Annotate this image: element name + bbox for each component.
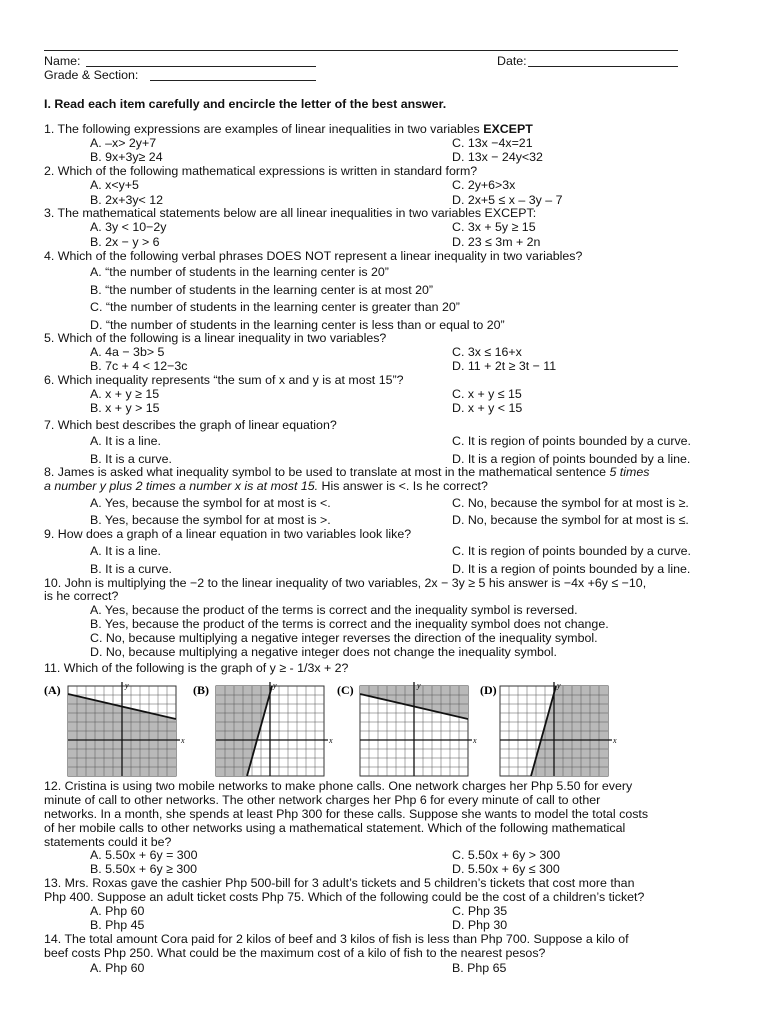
- q2-choice-a: A. x<y+5: [90, 178, 139, 192]
- q10-choice-a: A. Yes, because the product of the terms is correct and the inequality symbol is reversed.: [90, 603, 578, 617]
- grade-section-line: [150, 80, 316, 81]
- question-12-line-5: statements could it be?: [44, 835, 172, 849]
- question-12-line-2: minute of call to other networks. The other network charges her Php 6 for every minute of call to other: [44, 793, 601, 807]
- q1-choice-b: B. 9x+3y≥ 24: [90, 150, 163, 164]
- question-12-line-3: networks. In a month, she spends at least Php 300 for these calls. Suppose she wants to model the total costs: [44, 807, 649, 821]
- q13-choice-d: D. Php 30: [452, 918, 508, 932]
- q14-choice-b: B. Php 65: [452, 961, 507, 975]
- q2-choice-c: C. 2y+6>3x: [452, 178, 516, 192]
- question-12-line-4: of her mobile calls to other networks using a mathematical statement. Which of the following mathematical: [44, 821, 626, 835]
- q5-choice-d: D. 11 + 2t ≥ 3t − 11: [452, 359, 557, 373]
- q6-choice-a: A. x + y ≥ 15: [90, 387, 160, 401]
- q13-choice-c: C. Php 35: [452, 904, 508, 918]
- question-7-stem: 7. Which best describes the graph of linear equation?: [44, 418, 337, 432]
- q2-choice-b: B. 2x+3y< 12: [90, 193, 164, 207]
- grade-section-label: Grade & Section:: [44, 68, 139, 82]
- q6-choice-d: D. x + y < 15: [452, 401, 523, 415]
- question-8-line-2: [44, 479, 488, 493]
- q9-choice-b: B. It is a curve.: [90, 562, 172, 576]
- x-axis-label: x: [613, 736, 617, 745]
- question-9-stem: 9. How does a graph of a linear equation in two variables look like?: [44, 527, 412, 541]
- question-8-stem-1-italic: 5 times: [609, 465, 650, 479]
- q14-choice-a: A. Php 60: [90, 961, 145, 975]
- question-8-stem-2-italic: a number y plus 2 times a number x is at most 15.: [44, 479, 319, 493]
- question-13-line-1: 13. Mrs. Roxas gave the cashier Php 500-bill for 3 adult’s tickets and 5 children’s tickets that cost more than: [44, 876, 635, 890]
- date-label: Date:: [497, 54, 527, 68]
- name-line: [86, 66, 316, 67]
- q1-choice-a: A. –x> 2y+7: [90, 136, 157, 150]
- q13-choice-a: A. Php 60: [90, 904, 145, 918]
- q5-choice-c: C. 3x ≤ 16+x: [452, 345, 522, 359]
- graph-d: [500, 681, 617, 776]
- question-8-stem-1: 8. James is asked what inequality symbol to be used to translate at most in the mathematical sentence: [44, 465, 607, 479]
- question-8-line-1: [44, 465, 649, 479]
- q12-choice-b: B. 5.50x + 6y ≥ 300: [90, 862, 198, 876]
- q7-choice-d: D. It is a region of points bounded by a line.: [452, 452, 691, 466]
- question-1: [44, 122, 533, 136]
- q3-choice-c: C. 3x + 5y ≥ 15: [452, 220, 536, 234]
- y-axis-label: y: [273, 681, 277, 690]
- q10-choice-b: B. Yes, because the product of the terms is correct and the inequality symbol does not change.: [90, 617, 609, 631]
- q12-choice-c: C. 5.50x + 6y > 300: [452, 848, 561, 862]
- q13-choice-b: B. Php 45: [90, 918, 145, 932]
- q1-choice-c: C. 13x −4x=21: [452, 136, 533, 150]
- q4-choice-c: C. “the number of students in the learning center is greater than 20”: [90, 300, 460, 314]
- q7-choice-c: C. It is region of points bounded by a curve.: [452, 434, 692, 448]
- question-13-line-2: Php 400. Suppose an adult ticket costs Php 75. Which of the following could be the cost of a children’s ticket?: [44, 890, 645, 904]
- graph-label-a: (A): [44, 683, 61, 697]
- q7-choice-a: A. It is a line.: [90, 434, 161, 448]
- graph-b: [216, 681, 333, 776]
- name-label: Name:: [44, 54, 81, 68]
- q9-choice-a: A. It is a line.: [90, 544, 161, 558]
- q8-choice-c: C. No, because the symbol for at most is ≥.: [452, 496, 689, 510]
- graph-c: [360, 681, 477, 776]
- question-4-stem: 4. Which of the following verbal phrases DOES NOT represent a linear inequality in two variables?: [44, 249, 583, 263]
- q6-choice-c: C. x + y ≤ 15: [452, 387, 522, 401]
- q4-choice-d: D. “the number of students in the learning center is less than or equal to 20”: [90, 318, 505, 332]
- question-11-stem: 11. Which of the following is the graph of y ≥ - 1/3x + 2?: [44, 661, 349, 675]
- graph-label-b: (B): [193, 683, 209, 697]
- q12-choice-a: A. 5.50x + 6y = 300: [90, 848, 198, 862]
- q10-choice-c: C. No, because multiplying a negative integer reverses the direction of the inequality symbol.: [90, 631, 598, 645]
- q8-choice-a: A. Yes, because the symbol for at most is <.: [90, 496, 331, 510]
- question-14-line-2: beef costs Php 250. What could be the maximum cost of a kilo of fish to the nearest pesos?: [44, 946, 546, 960]
- q3-choice-a: A. 3y < 10−2y: [90, 220, 167, 234]
- q8-choice-b: B. Yes, because the symbol for at most is >.: [90, 513, 331, 527]
- graph-a: [68, 681, 185, 776]
- question-6-stem: 6. Which inequality represents “the sum of x and y is at most 15”?: [44, 373, 404, 387]
- question-12-line-1: 12. Cristina is using two mobile networks to make phone calls. One network charges her Php 5.50 for every: [44, 779, 633, 793]
- q3-choice-b: B. 2x − y > 6: [90, 235, 160, 249]
- q9-choice-d: D. It is a region of points bounded by a line.: [452, 562, 691, 576]
- q1-choice-d: D. 13x − 24y<32: [452, 150, 543, 164]
- y-axis-label: y: [417, 681, 421, 690]
- q9-choice-c: C. It is region of points bounded by a curve.: [452, 544, 692, 558]
- question-2-stem: 2. Which of the following mathematical expressions is written in standard form?: [44, 164, 478, 178]
- y-axis-label: y: [125, 681, 129, 690]
- question-14-line-1: 14. The total amount Cora paid for 2 kilos of beef and 3 kilos of fish is less than Php 700. Suppose a kilo of: [44, 932, 629, 946]
- q6-choice-b: B. x + y > 15: [90, 401, 160, 415]
- date-line: [528, 66, 678, 67]
- question-1-emphasis: EXCEPT: [483, 122, 533, 136]
- question-10-stem-2: is he correct?: [44, 589, 119, 603]
- y-axis-label: y: [557, 681, 561, 690]
- x-axis-label: x: [181, 736, 185, 745]
- q5-choice-b: B. 7c + 4 < 12−3c: [90, 359, 188, 373]
- q4-choice-b: B. “the number of students in the learning center is at most 20”: [90, 283, 433, 297]
- instructions: I. Read each item carefully and encircle the letter of the best answer.: [44, 97, 447, 111]
- question-1-stem: 1. The following expressions are examples of linear inequalities in two variables: [44, 122, 480, 136]
- question-5-stem: 5. Which of the following is a linear inequality in two variables?: [44, 331, 387, 345]
- q5-choice-a: A. 4a − 3b> 5: [90, 345, 165, 359]
- top-rule: [44, 50, 678, 51]
- q7-choice-b: B. It is a curve.: [90, 452, 172, 466]
- graph-label-d: (D): [480, 683, 497, 697]
- x-axis-label: x: [329, 736, 333, 745]
- q4-choice-a: A. “the number of students in the learning center is 20”: [90, 265, 389, 279]
- q10-choice-d: D. No, because multiplying a negative integer does not change the inequality symbol.: [90, 645, 557, 659]
- question-3-stem: 3. The mathematical statements below are all linear inequalities in two variables EXCEPT:: [44, 206, 537, 220]
- question-10-stem-1: 10. John is multiplying the −2 to the linear inequality of two variables, 2x − 3y ≥ 5 his answer is −4x +6y ≤ −10,: [44, 576, 647, 590]
- question-8-stem-2: His answer is <. Is he correct?: [321, 479, 488, 493]
- x-axis-label: x: [473, 736, 477, 745]
- q11-graph-options: [0, 678, 768, 788]
- q3-choice-d: D. 23 ≤ 3m + 2n: [452, 235, 541, 249]
- q8-choice-d: D. No, because the symbol for at most is ≤.: [452, 513, 689, 527]
- q2-choice-d: D. 2x+5 ≤ x – 3y – 7: [452, 193, 563, 207]
- graph-label-c: (C): [337, 683, 354, 697]
- q12-choice-d: D. 5.50x + 6y ≤ 300: [452, 862, 560, 876]
